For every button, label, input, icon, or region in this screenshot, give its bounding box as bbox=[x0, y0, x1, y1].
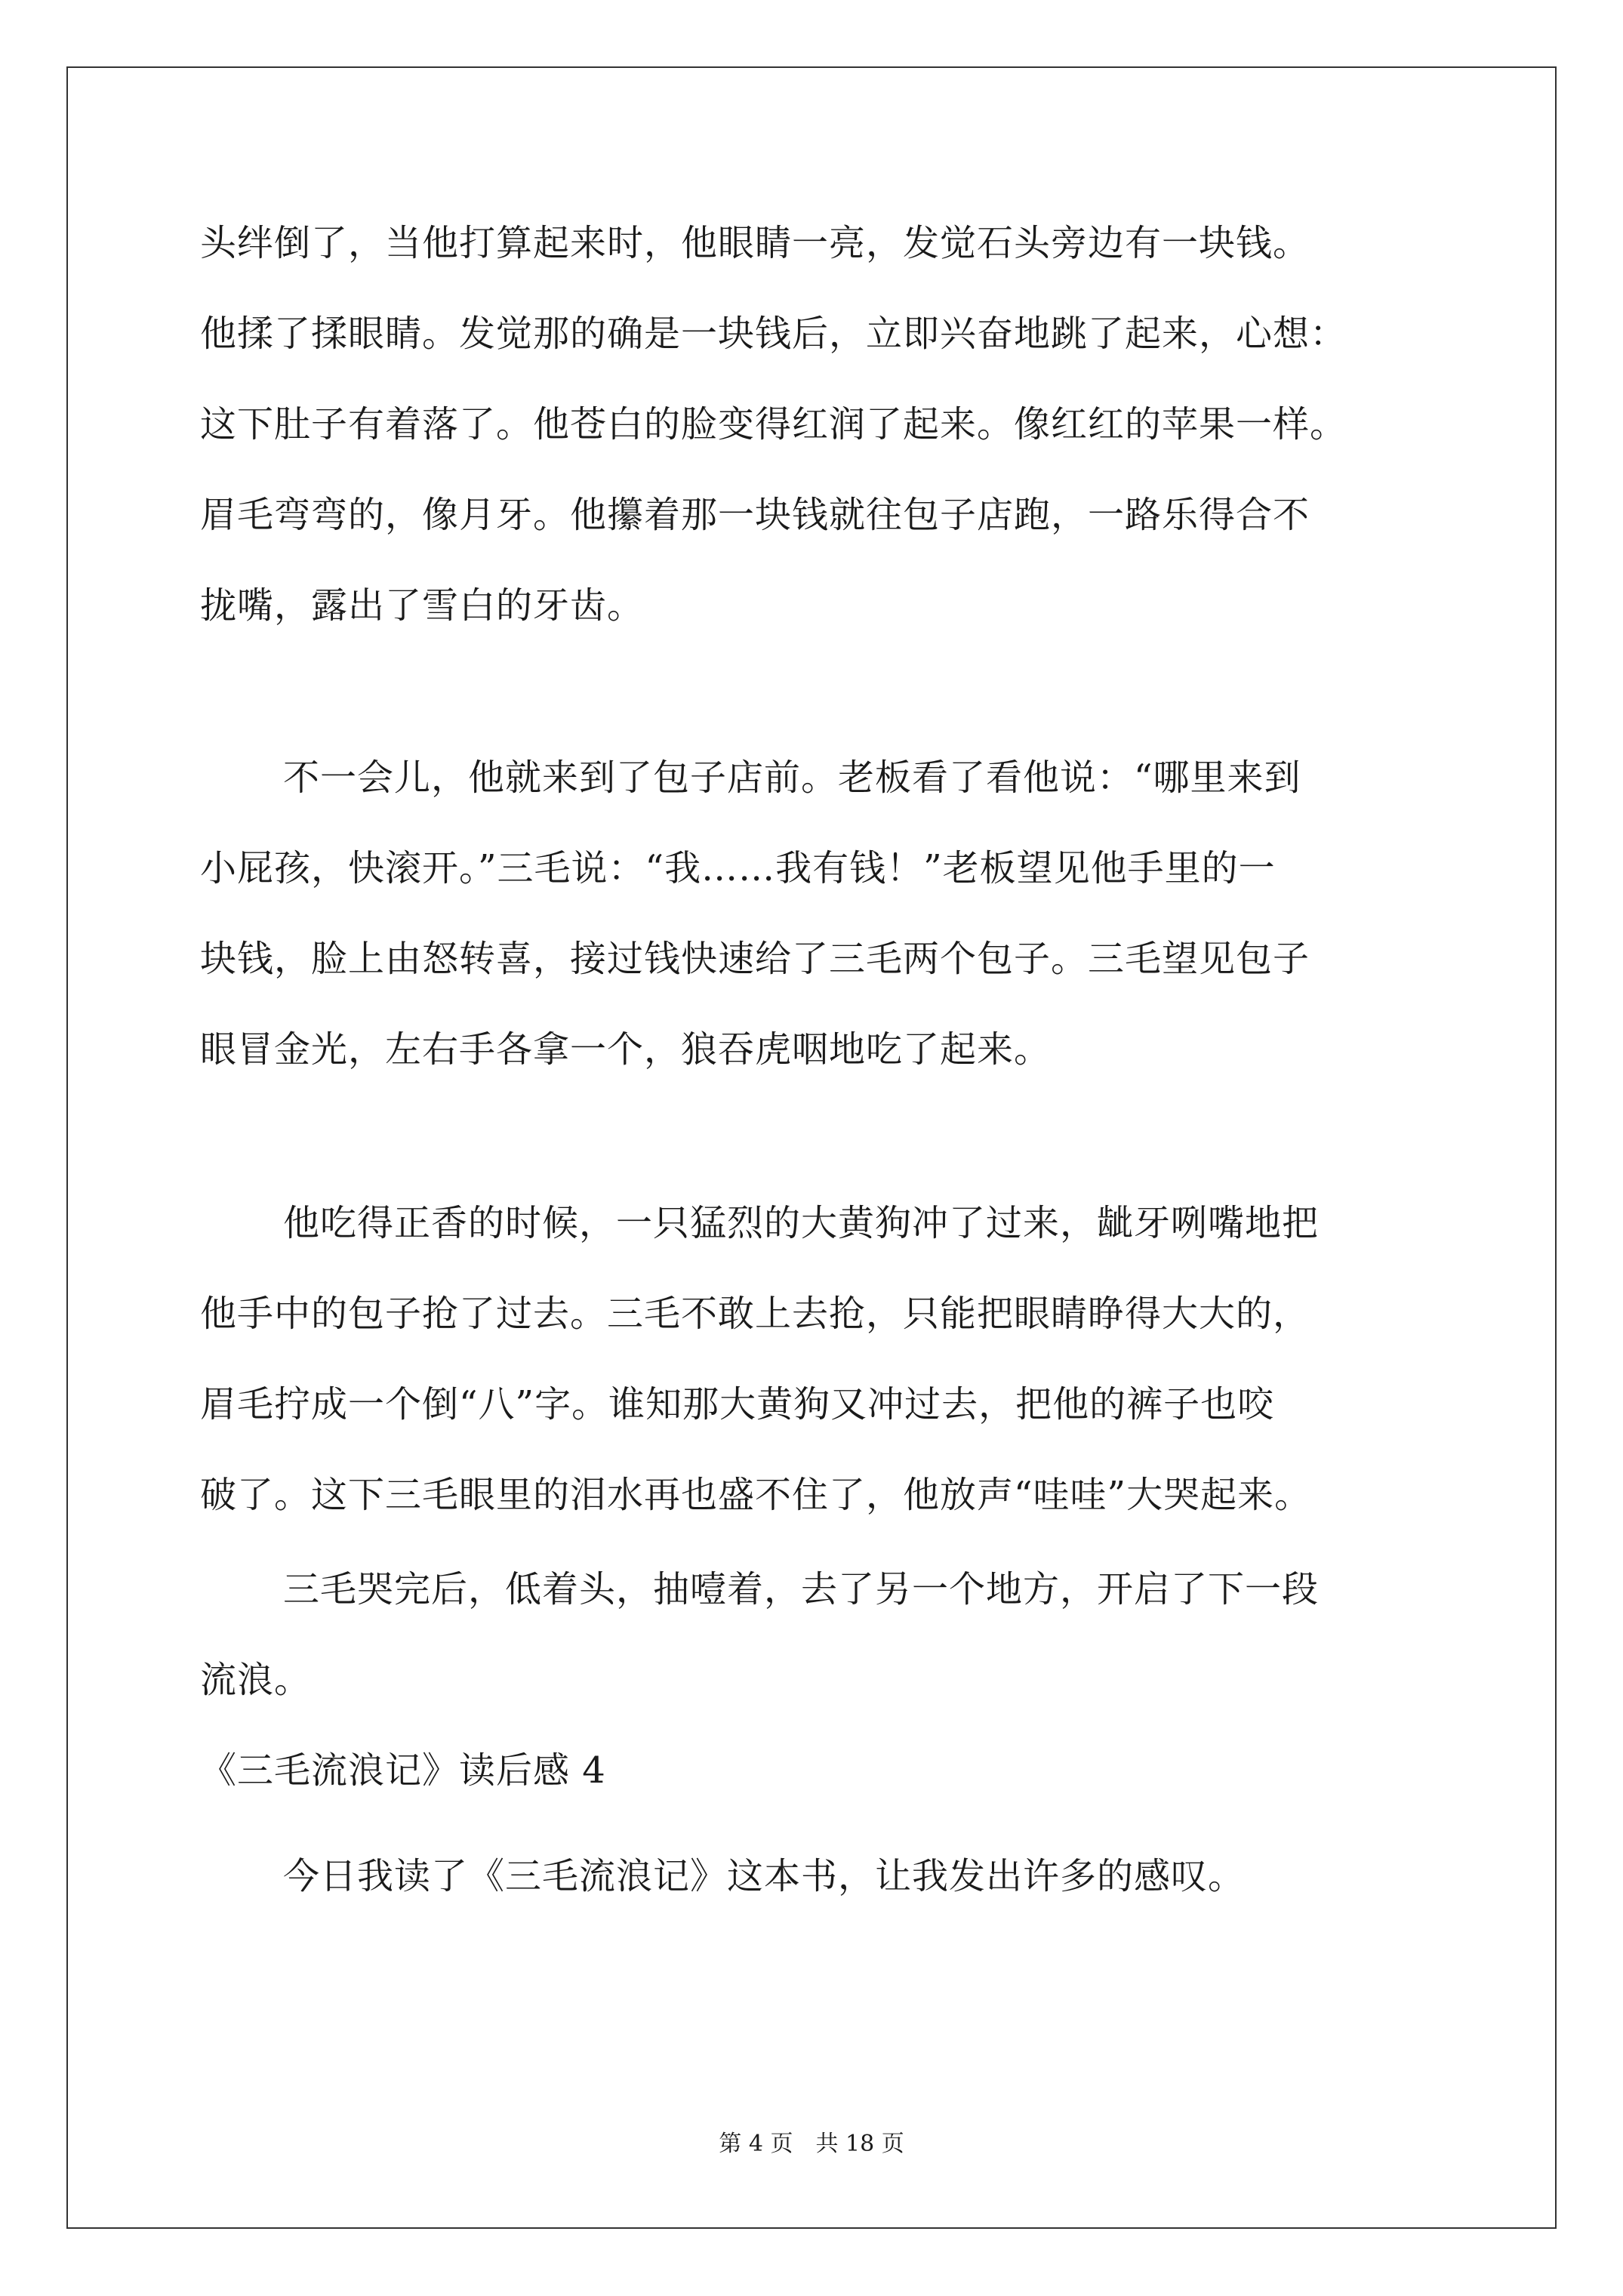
text-line-5: 拢嘴，露出了雪白的牙齿。 bbox=[200, 584, 645, 627]
page-number-footer: 第 4 页 共 18 页 bbox=[719, 2131, 904, 2157]
text-line-10: 他吃得正香的时候，一只猛烈的大黄狗冲了过来，龇牙咧嘴地把 bbox=[283, 1202, 1320, 1244]
text-line-3: 这下肚子有着落了。他苍白的脸变得红润了起来。像红红的苹果一样。 bbox=[200, 403, 1347, 445]
text-line-1: 头绊倒了，当他打算起来时，他眼睛一亮，发觉石头旁边有一块钱。 bbox=[200, 222, 1310, 264]
text-line-4: 眉毛弯弯的，像月牙。他攥着那一块钱就往包子店跑，一路乐得合不 bbox=[200, 494, 1310, 536]
text-line-13: 破了。这下三毛眼里的泪水再也盛不住了，他放声“哇哇”大哭起来。 bbox=[200, 1474, 1312, 1516]
text-line-8: 块钱，脸上由怒转喜，接过钱快速给了三毛两个包子。三毛望见包子 bbox=[200, 938, 1310, 980]
text-line-6: 不一会儿，他就来到了包子店前。老板看了看他说：“哪里来到 bbox=[283, 757, 1301, 799]
text-line-14: 三毛哭完后，低着头，抽噎着，去了另一个地方，开启了下一段 bbox=[283, 1568, 1320, 1610]
text-line-11: 他手中的包子抢了过去。三毛不敢上去抢，只能把眼睛睁得大大的， bbox=[200, 1293, 1310, 1335]
text-line-12: 眉毛拧成一个倒“八”字。谁知那大黄狗又冲过去，把他的裤子也咬 bbox=[200, 1383, 1275, 1425]
text-line-15: 流浪。 bbox=[200, 1659, 312, 1701]
text-line-17: 今日我读了《三毛流浪记》这本书，让我发出许多的感叹。 bbox=[283, 1855, 1246, 1897]
page-border bbox=[66, 66, 1557, 2229]
section-heading: 《三毛流浪记》读后感 4 bbox=[200, 1749, 606, 1792]
text-line-7: 小屁孩，快滚开。”三毛说：“我……我有钱！”老板望见他手里的一 bbox=[200, 847, 1276, 889]
text-line-2: 他揉了揉眼睛。发觉那的确是一块钱后，立即兴奋地跳了起来，心想： bbox=[200, 313, 1347, 355]
text-line-9: 眼冒金光，左右手各拿一个，狼吞虎咽地吃了起来。 bbox=[200, 1028, 1052, 1071]
